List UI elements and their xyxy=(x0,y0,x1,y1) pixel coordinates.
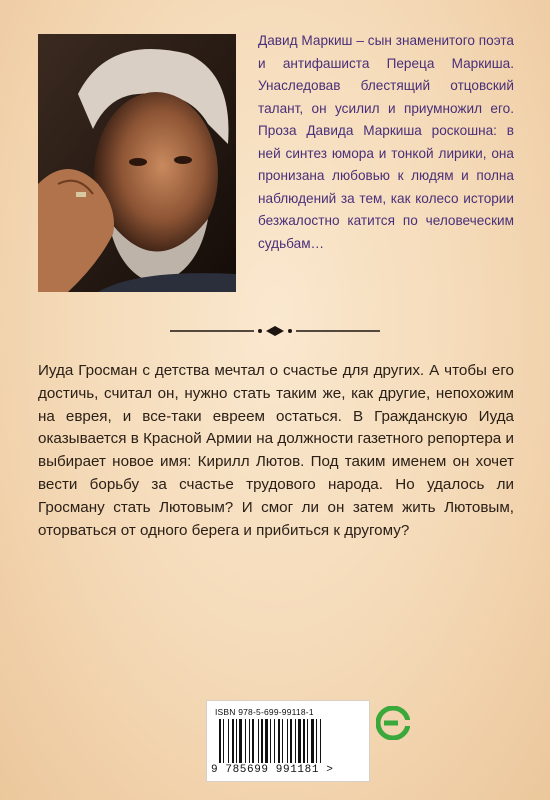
book-annotation xyxy=(38,360,514,542)
book-annotation-text: Иуда Гросман с детства мечтал о счастье для других. А чтобы его достичь, считал он, нужно стать таким же, как другие, непохожим на еврея, и все-таки евреем остаться. В Гражданскую Иуда оказывается в Красной Армии на должности газетного репортера и выбирает новое имя: Кирилл Лютов. Под таким именем он хочет вести борьбу за счастье трудового народа. Но удалось ли Гросману стать Лютовым? И смог ли он затем жить Лютовым, оторваться от одного берега и прибиться к другому? xyxy=(38,362,514,539)
barcode-digits: 9 785699 991181 > xyxy=(211,764,334,776)
ornament-divider xyxy=(170,324,380,338)
barcode xyxy=(206,700,370,782)
author-photo xyxy=(38,34,236,292)
eksmo-logo xyxy=(376,706,410,740)
author-bio-text: Давид Маркиш – сын знаменитого поэта и антифашиста Переца Маркиша. Унаследовав блестящий отцовский талант, он усилил и приумножил его. Проза Давида Маркиша роскошна: в ней синтез юмора и тонкой лирики, она пронизана любовью к людям и полна наблюдений за тем, как колесо истории безжалостно катится по человеческим судьбам… xyxy=(258,33,514,251)
isbn-label: ISBN 978-5-699-99118-1 xyxy=(215,707,314,717)
author-portrait xyxy=(38,34,236,292)
author-bio xyxy=(258,30,514,255)
barcode-bars xyxy=(219,719,357,763)
